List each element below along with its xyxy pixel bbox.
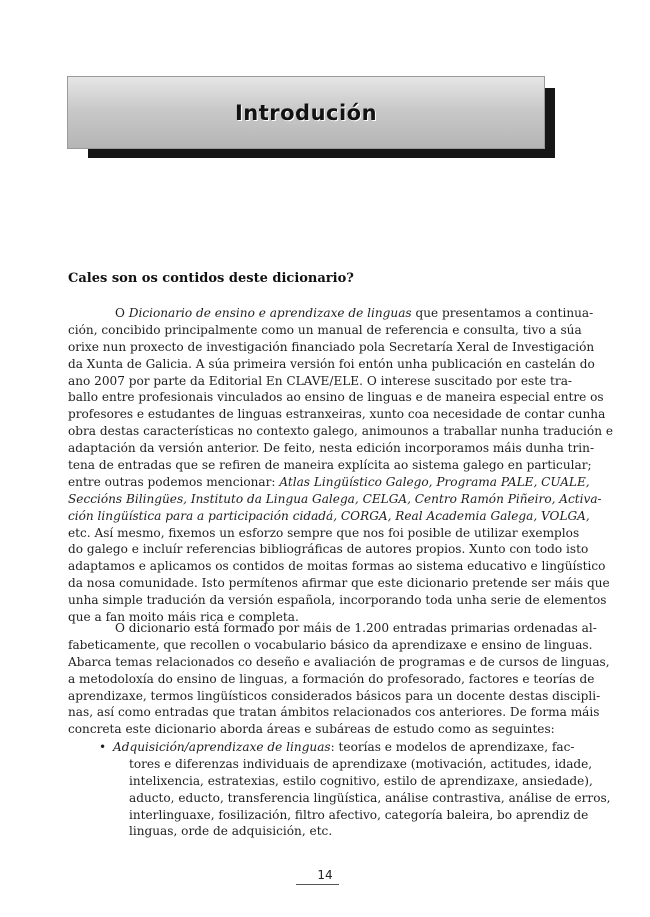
text-line: obra destas características no contexto galego, animounos a traballar nunha tradución e bbox=[68, 424, 613, 439]
paragraph-1 bbox=[68, 305, 613, 626]
section-heading: Cales son os contidos deste dicionario? bbox=[68, 271, 354, 286]
text-line: concreta este dicionario aborda áreas e subáreas de estudo como as seguintes: bbox=[68, 722, 555, 737]
text-line: ción, concibido principalmente como un manual de referencia e consulta, tivo a súa bbox=[68, 322, 582, 337]
text-line: unha simple tradución da versión española, incorporando toda unha serie de elementos bbox=[68, 593, 607, 608]
text-line: da Xunta de Galicia. A súa primeira versión foi entón unha publicación en castelán do bbox=[68, 356, 595, 371]
paragraph-2 bbox=[68, 620, 610, 738]
text-line: linguas, orde de adquisición, etc. bbox=[129, 824, 333, 839]
text-line: Adquisición/aprendizaxe de linguas: teorías e modelos de aprendizaxe, fac- bbox=[113, 740, 575, 754]
text-line: aducto, educto, transferencia lingüística, análise contrastiva, análise de erros, bbox=[129, 790, 611, 805]
text-line: tores e diferenzas individuais de aprendizaxe (motivación, actitudes, idade, bbox=[129, 756, 593, 771]
text-line: do galego e incluír referencias bibliográficas de autores propios. Xunto con todo isto bbox=[68, 542, 589, 557]
text-line: Seccións Bilingües, Instituto da Lingua Galega, CELGA, Centro Ramón Piñeiro, Activa- bbox=[68, 491, 602, 506]
text-line: tena de entradas que se refiren de maneira explícita ao sistema galego en particular; bbox=[68, 458, 592, 473]
text-line: ballo entre profesionais vinculados ao ensino de linguas e de maneira especial entre os bbox=[68, 390, 604, 405]
italic-list: Atlas Lingüístico Galego, Programa PALE, CUALE, bbox=[279, 474, 590, 489]
page-number-rule bbox=[296, 884, 339, 885]
italic-title: Dicionario de ensino e aprendizaxe de linguas bbox=[128, 306, 412, 320]
text-line: Abarca temas relacionados co deseño e avaliación de programas e de cursos de linguas, bbox=[68, 654, 610, 669]
text-line: da nosa comunidade. Isto permítenos afirmar que este dicionario pretende ser máis que bbox=[68, 576, 610, 591]
text-line: intelixencia, estratexias, estilo cognitivo, estilo de aprendizaxe, ansiedade), bbox=[129, 773, 593, 788]
text-line: O Dicionario de ensino e aprendizaxe de linguas que presentamos a continua- bbox=[115, 306, 594, 320]
chapter-banner bbox=[67, 76, 545, 149]
chapter-title: Introdución bbox=[234, 101, 378, 125]
text-line: interlinguaxe, fosilización, filtro afectivo, categoría baleira, bo aprendiz de bbox=[129, 807, 589, 822]
text-line: aprendizaxe, termos lingüísticos considerados básicos para un docente destas discipli- bbox=[68, 688, 601, 703]
text-line: adaptación da versión anterior. De feito, nesta edición incorporamos máis dunha trin- bbox=[68, 441, 595, 456]
text-line: nas, así como entradas que tratan ámbitos relacionados cos anteriores. De forma máis bbox=[68, 705, 600, 720]
text-line: adaptamos e aplicamos os contidos de moitas formas ao sistema educativo e lingüístico bbox=[68, 559, 606, 574]
text-line: O dicionario está formado por máis de 1.200 entradas primarias ordenadas al- bbox=[115, 621, 597, 635]
text-line: orixe nun proxecto de investigación financiado pola Secretaría Xeral de Investigación bbox=[68, 339, 595, 354]
text-line: entre outras podemos mencionar: Atlas Lingüístico Galego, Programa PALE, CUALE, bbox=[68, 474, 590, 489]
text-line: profesores e estudantes de linguas estranxeiras, xunto coa necesidade de contar cunha bbox=[68, 407, 606, 422]
text-line: ano 2007 por parte da Editorial En CLAVE/ELE. O interese suscitado por este tra- bbox=[68, 373, 572, 388]
text-line: fabeticamente, que recollen o vocabulario básico da aprendizaxe e ensino de linguas. bbox=[68, 637, 593, 652]
bullet-icon: • bbox=[99, 740, 107, 754]
text-line: ción lingüística para a participación cidadá, CORGA, Real Academia Galega, VOLGA, bbox=[68, 508, 590, 523]
bullet-item bbox=[99, 739, 611, 840]
text-line: a metodoloxía do ensino de linguas, a formación do profesorado, factores e teorías de bbox=[68, 671, 595, 686]
text-line: que a fan moito máis rica e completa. bbox=[68, 610, 299, 625]
page-number: 14 bbox=[317, 868, 333, 882]
bullet-term: Adquisición/aprendizaxe de linguas bbox=[113, 740, 331, 754]
text-line: etc. Así mesmo, fixemos un esforzo sempre que nos foi posible de utilizar exemplos bbox=[68, 525, 580, 540]
